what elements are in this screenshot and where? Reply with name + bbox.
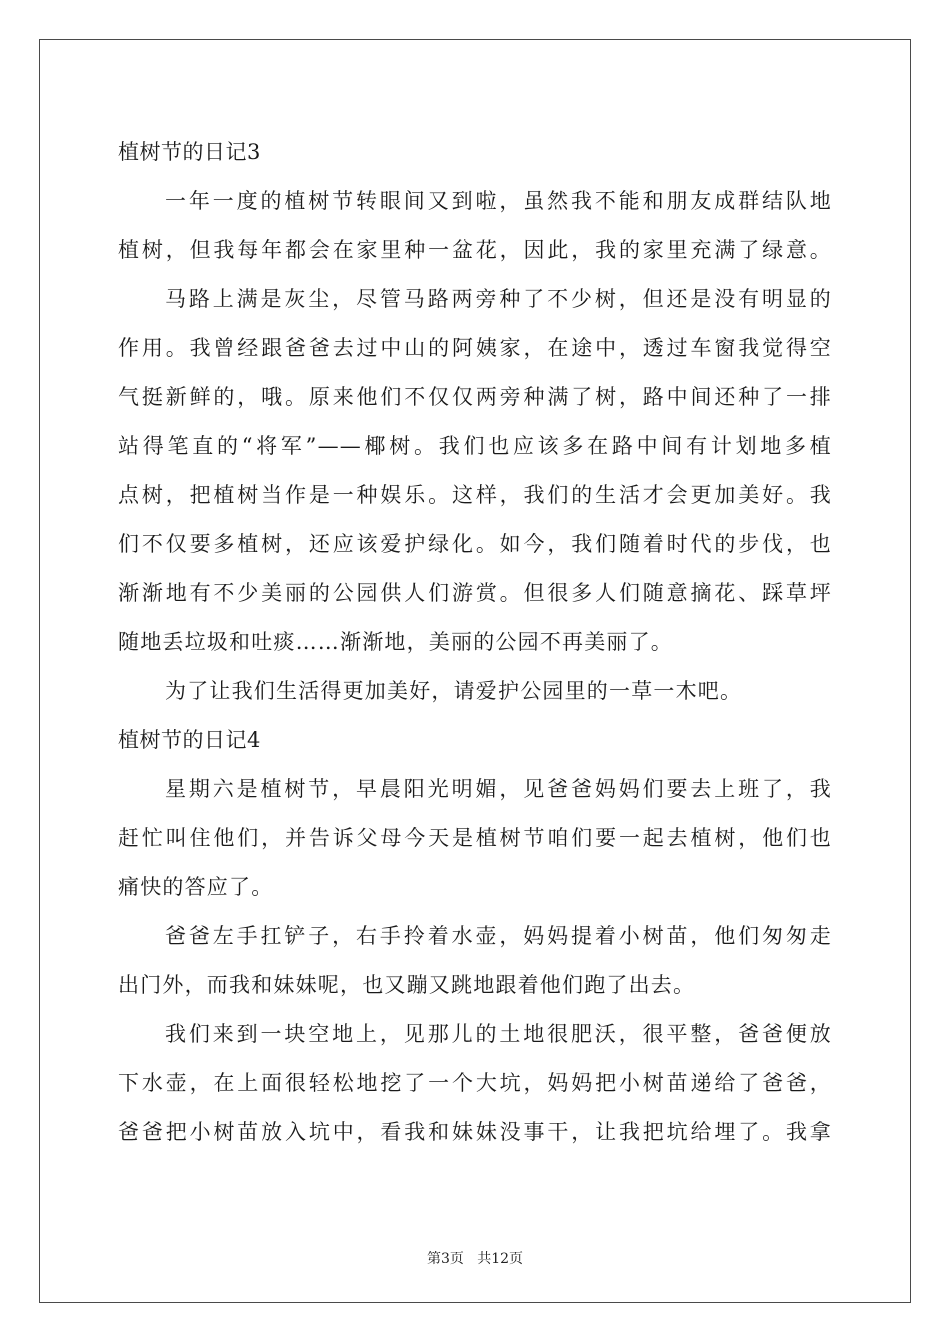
page-number-footer: 第3页 共12页 bbox=[426, 1251, 524, 1267]
document-body bbox=[118, 128, 832, 1157]
paragraph-line: 痛快的答应了。 bbox=[118, 875, 274, 899]
paragraph-line: 爸爸把小树苗放入坑中，看我和妹妹没事干，让我把坑给埋了。我拿 bbox=[118, 1120, 832, 1144]
paragraph-line: 马路上满是灰尘，尽管马路两旁种了不少树，但还是没有明显的 bbox=[165, 287, 832, 311]
paragraph-line: 为了让我们生活得更加美好，请爱护公园里的一草一木吧。 bbox=[165, 679, 743, 703]
diary-heading-4: 植树节的日记4 bbox=[118, 728, 261, 752]
paragraph-line: 植树，但我每年都会在家里种一盆花，因此，我的家里充满了绿意。 bbox=[118, 238, 832, 262]
paragraph-line: 一年一度的植树节转眼间又到啦，虽然我不能和朋友成群结队地 bbox=[165, 189, 832, 213]
paragraph-line: 出门外，而我和妹妹呢，也又蹦又跳地跟着他们跑了出去。 bbox=[118, 973, 696, 997]
paragraph-line: 爸爸左手扛铲子，右手拎着水壶，妈妈提着小树苗，他们匆匆走 bbox=[165, 924, 832, 948]
paragraph-line: 站得笔直的“将军”——椰树。我们也应该多在路中间有计划地多植 bbox=[118, 434, 832, 458]
paragraph-line: 们不仅要多植树，还应该爱护绿化。如今，我们随着时代的步伐，也 bbox=[118, 532, 832, 556]
paragraph-line: 赶忙叫住他们，并告诉父母今天是植树节咱们要一起去植树，他们也 bbox=[118, 826, 832, 850]
paragraph-line: 气挺新鲜的，哦。原来他们不仅仅两旁种满了树，路中间还种了一排 bbox=[118, 385, 832, 409]
diary-heading-3: 植树节的日记3 bbox=[118, 140, 261, 164]
paragraph-line: 星期六是植树节，早晨阳光明媚，见爸爸妈妈们要去上班了，我 bbox=[165, 777, 832, 801]
paragraph-line: 作用。我曾经跟爸爸去过中山的阿姨家，在途中，透过车窗我觉得空 bbox=[118, 336, 832, 360]
paragraph-line: 渐渐地有不少美丽的公园供人们游赏。但很多人们随意摘花、踩草坪 bbox=[118, 581, 832, 605]
paragraph-line: 我们来到一块空地上，见那儿的土地很肥沃，很平整，爸爸便放 bbox=[165, 1022, 832, 1046]
paragraph-line: 随地丢垃圾和吐痰……渐渐地，美丽的公园不再美丽了。 bbox=[118, 630, 673, 654]
paragraph-line: 点树，把植树当作是一种娱乐。这样，我们的生活才会更加美好。我 bbox=[118, 483, 832, 507]
paragraph-line: 下水壶，在上面很轻松地挖了一个大坑，妈妈把小树苗递给了爸爸， bbox=[118, 1071, 832, 1095]
